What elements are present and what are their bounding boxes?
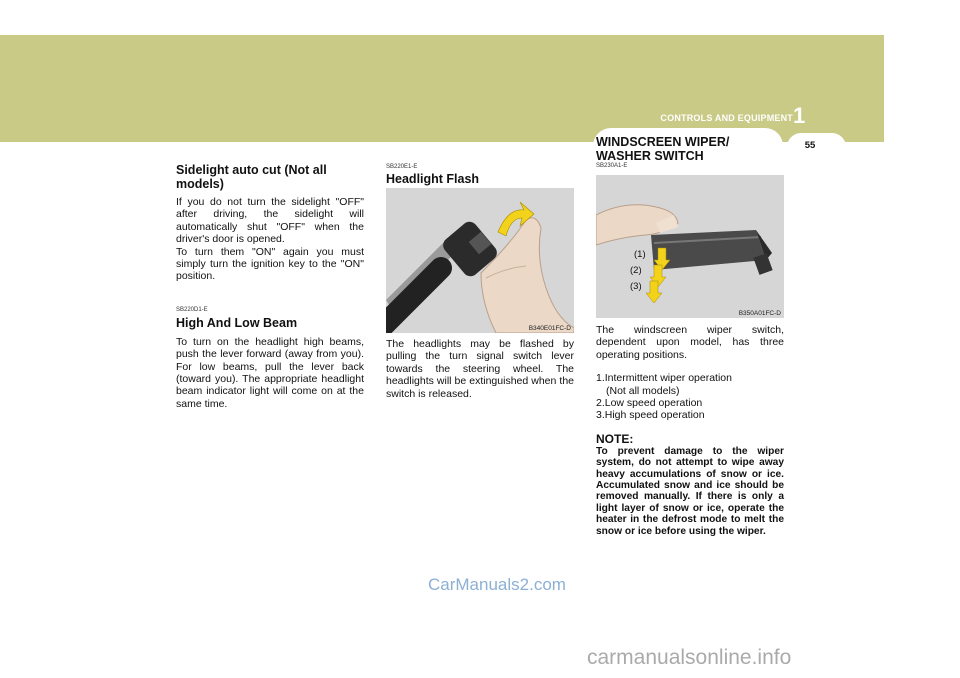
- note-text: To prevent damage to the wiper system, do not attempt to wipe away heavy accumulations of snow or ice. Accumulated snow and ice should be removed manually. If there is only a light layer of snow or ice, operate the heater in the defrost mode to melt the snow or ice before using the wiper.: [596, 445, 784, 537]
- wiper-label-2: (2): [630, 265, 642, 276]
- wiper-body: [596, 324, 784, 537]
- wiper-switch-image: [596, 175, 784, 318]
- beam-text: To turn on the headlight high beams, push the lever forward (away from you). For low beams, pull the lever back (toward you). The appropriate headlight beam indicator light will come on at the same time.: [176, 335, 364, 410]
- beam-title: High And Low Beam: [176, 315, 298, 330]
- flash-title: Headlight Flash: [386, 172, 480, 186]
- wiper-intro: The windscreen wiper switch, dependent upon model, has three operating positions.: [596, 324, 784, 361]
- beam-code: SB220D1-E: [176, 306, 208, 313]
- wiper-positions-list: [596, 372, 784, 422]
- section-heading-line2: WASHER SWITCH: [596, 149, 704, 163]
- section-title: CONTROLS AND EQUIPMENT: [660, 113, 793, 123]
- section-heading: [596, 135, 776, 163]
- wiper-label-1: (1): [634, 249, 646, 260]
- section-heading-line1: WINDSCREEN WIPER/: [596, 135, 730, 149]
- list-item: 2.Low speed operation: [596, 397, 703, 410]
- sidelight-text-2: To turn them "ON" again you must simply turn the ignition key to the "ON" position.: [176, 245, 364, 283]
- wiper-label-3: (3): [630, 281, 642, 292]
- flash-text: The headlights may be flashed by pulling the turn signal switch lever towards the steering wheel. The headlights will be extinguished when the switch is released.: [386, 338, 574, 400]
- section-number: 1: [793, 103, 806, 128]
- list-item: 1.Intermittent wiper operation: [596, 372, 732, 385]
- wiper-image-code: B350A01FC-D: [738, 310, 781, 317]
- column-3: [596, 163, 784, 169]
- note-title: NOTE:: [596, 431, 634, 446]
- header-band: [0, 35, 884, 142]
- sidelight-text-1: If you do not turn the sidelight "OFF" after driving, the sidelight will automatically shut "OFF" when the driver's door is opened.: [176, 196, 364, 246]
- headlight-flash-image: [386, 188, 574, 333]
- flash-image-code: B340E01FC-D: [528, 325, 571, 332]
- page-number: 55: [804, 140, 816, 151]
- sidelight-title: Sidelight auto cut (Not all models): [176, 163, 327, 191]
- watermark-carmanualsonline[interactable]: carmanualsonline.info: [587, 646, 792, 669]
- flash-body: [386, 338, 574, 400]
- column-2: [386, 164, 574, 186]
- watermark-carmanuals2[interactable]: CarManuals2.com: [428, 575, 566, 594]
- column-1: [176, 163, 364, 410]
- list-item: (Not all models): [606, 384, 680, 397]
- list-item: 3.High speed operation: [596, 409, 705, 422]
- wiper-code: SB230A1-E: [596, 163, 628, 169]
- flash-code: SB220E1-E: [386, 164, 418, 170]
